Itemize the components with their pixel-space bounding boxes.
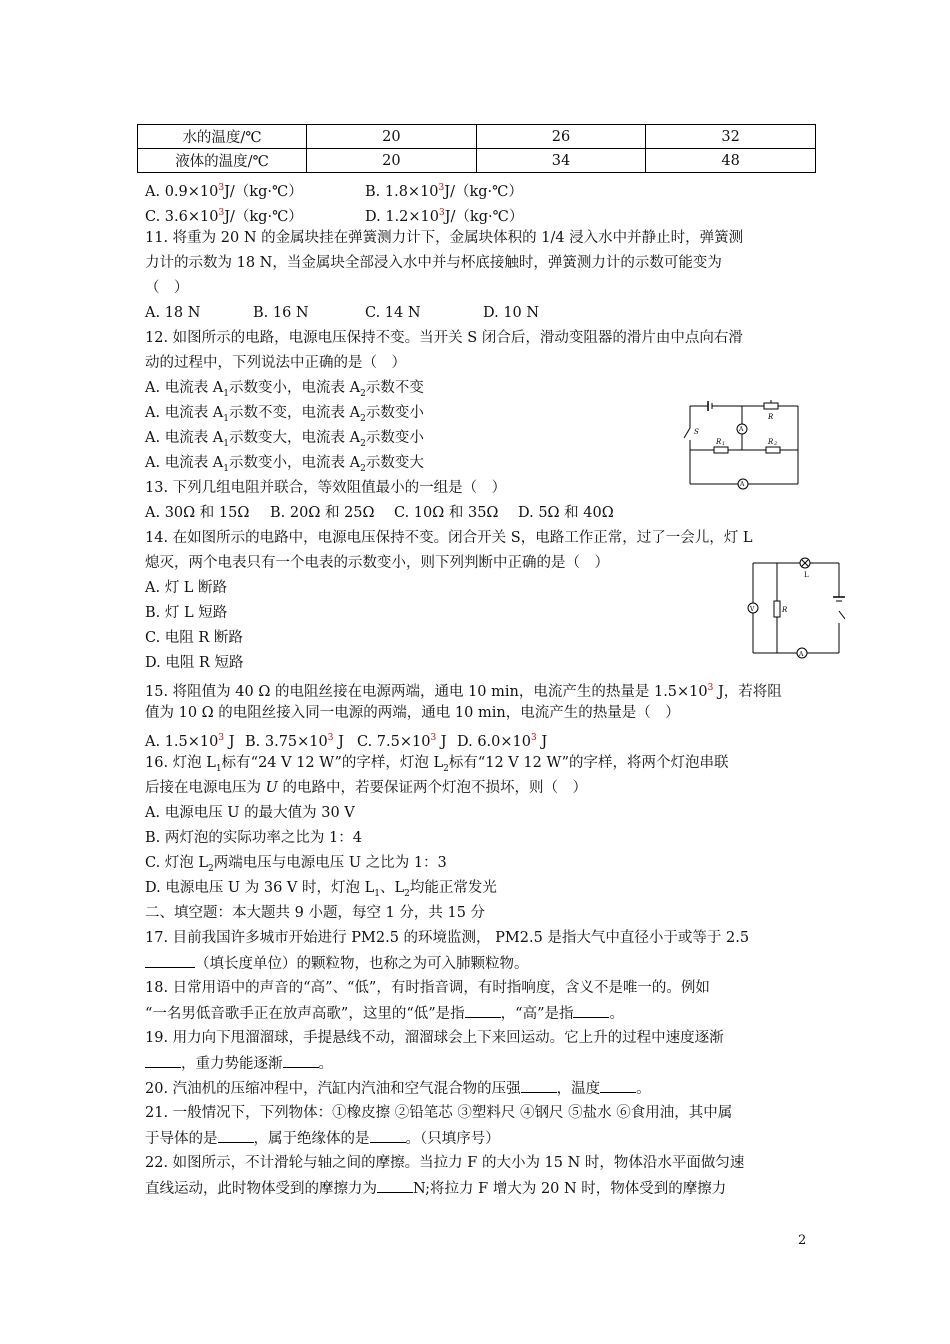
lamp-label: L	[804, 571, 809, 579]
text: C. 灯泡 L	[145, 855, 209, 871]
q11-options	[145, 303, 539, 323]
text: 。（只填序号）	[405, 1131, 500, 1147]
text: A. 电流表 A	[145, 380, 224, 396]
unit: J/（kg·℃）	[224, 183, 303, 200]
option-d: D. 1.2×10	[365, 208, 439, 225]
page-number: 2	[798, 1233, 807, 1248]
subscript: 1	[223, 438, 230, 449]
exponent: 3	[707, 683, 714, 693]
text: 示数不变	[365, 380, 424, 396]
q22-line1: 22. 如图所示，不计滑轮与轴之间的摩擦。当拉力 F 的大小为 15 N 时，物体沿水平面做匀速	[145, 1155, 745, 1171]
q17-line2	[145, 953, 529, 974]
q12-option4	[145, 453, 424, 479]
r1-subscript: 1	[722, 441, 726, 447]
table-row	[138, 125, 816, 149]
option-d: D. 6.0×10	[457, 733, 531, 750]
q16-option-a: A. 电源电压 U 的最大值为 30 V	[145, 805, 355, 821]
q16-line1	[145, 753, 729, 779]
option-b: B. 20Ω 和 25Ω	[270, 505, 375, 521]
exponent: 3	[327, 733, 334, 743]
q12-line1: 12. 如图所示的电路，电源电压保持不变。当开关 S 闭合后，滑动变阻器的滑片由中点向右滑	[145, 330, 743, 346]
text: ，“高”是指	[500, 1006, 574, 1022]
voltage-symbol: U	[265, 780, 278, 796]
exponent: 3	[439, 208, 445, 218]
option-c: C. 14 N	[365, 305, 421, 321]
answer-blank[interactable]	[465, 1003, 501, 1018]
text: 20. 汽油机的压缩冲程中，汽缸内汽油和空气混合物的压强	[145, 1081, 521, 1097]
subscript: 2	[208, 863, 214, 874]
table-cell: 34	[476, 149, 646, 173]
text: A. 电流表 A	[145, 405, 224, 421]
text: D. 电源电压 U 为 36 V 时，灯泡 L	[145, 880, 375, 896]
text: 示数变小	[365, 430, 424, 446]
q14-circuit-diagram	[745, 555, 845, 661]
q19-line1: 19. 用力向下甩溜溜球，手提悬线不动，溜溜球会上下来回运动。它上升的过程中速度逐渐	[145, 1030, 724, 1046]
text: ，重力势能逐渐	[181, 1056, 283, 1072]
q16-option-b: B. 两灯泡的实际功率之比为 1：4	[145, 830, 362, 846]
option-b: B. 1.8×10	[365, 183, 439, 200]
text: N;将拉力 F 增大为 20 N 时，物体受到的摩擦力	[413, 1181, 727, 1197]
text: 两端电压与电源电压 U 之比为 1：3	[213, 855, 447, 871]
text: “一名男低音歌手正在放声高歌”，这里的“低”是指	[145, 1006, 465, 1022]
text: 标有“12 V 12 W”的字样，将两个灯泡串联	[448, 755, 729, 771]
option-b: B. 3.75×10	[245, 733, 328, 750]
q16-line2	[145, 778, 587, 798]
q13-line1: 13. 下列几组电阻并联合，等效阻值最小的一组是（ ）	[145, 480, 507, 496]
text: （填长度单位）的颗粒物，也称之为可入肺颗粒物。	[195, 956, 529, 972]
q22-line2	[145, 1178, 726, 1199]
text: 于导体的是	[145, 1131, 218, 1147]
unit: J/（kg·℃）	[224, 208, 303, 225]
q18-line1: 18. 日常用语中的声音的“高”、“低”，有时指音调，有时指响度，含义不是唯一的。例如	[145, 980, 710, 996]
text: 15. 将阻值为 40 Ω 的电阻丝接在电源两端，通电 10 min，电流产生的热量是 1.5×10	[145, 683, 708, 700]
answer-blank[interactable]	[283, 1053, 319, 1068]
text: 标有“24 V 12 W”的字样，灯泡 L	[221, 755, 444, 771]
subscript: 1	[223, 413, 230, 424]
option-c: C. 3.6×10	[145, 208, 219, 225]
voltmeter-label: V	[750, 606, 755, 613]
answer-blank[interactable]	[521, 1078, 557, 1093]
unit: J	[536, 733, 548, 750]
exponent: 3	[218, 183, 225, 193]
q14-option-a: A. 灯 L 断路	[145, 580, 228, 596]
unit: J	[436, 733, 447, 750]
unit: J/（kg·℃）	[444, 208, 524, 225]
unit: J	[333, 733, 344, 750]
q15-line1	[145, 678, 782, 702]
q10-options-row1	[145, 178, 523, 202]
subscript: 2	[443, 763, 449, 774]
table-row	[138, 149, 816, 173]
subscript: 1	[223, 388, 230, 399]
rheostat-label: R	[768, 413, 774, 421]
option-c: C. 7.5×10	[357, 733, 431, 750]
r2-subscript: 2	[774, 441, 778, 447]
ammeter-a1-label: A	[739, 426, 744, 433]
option-a: A. 0.9×10	[145, 183, 219, 200]
table-cell: 32	[646, 125, 816, 149]
q12-line2: 动的过程中，下列说法中正确的是（ ）	[145, 355, 406, 371]
table-cell: 20	[307, 149, 477, 173]
answer-blank[interactable]	[600, 1078, 636, 1093]
table-cell: 20	[307, 125, 477, 149]
answer-blank[interactable]	[218, 1128, 254, 1143]
text: 示数变大，电流表 A	[229, 430, 361, 446]
exponent: 3	[218, 733, 225, 743]
subscript: 2	[360, 413, 366, 424]
q14-line1: 14. 在如图所示的电路中，电源电压保持不变。闭合开关 S，电路工作正常，过了一会儿，灯 L	[145, 530, 753, 546]
q16-option-c	[145, 853, 447, 879]
q11-line2: 力计的示数为 18 N，当金属块全部浸入水中并与杯底接触时，弹簧测力计的示数可能变为	[145, 255, 722, 271]
q12-option2	[145, 403, 424, 429]
table-cell: 26	[476, 125, 646, 149]
table-cell: 液体的温度/℃	[138, 149, 307, 173]
text: ，属于绝缘体的是	[253, 1131, 370, 1147]
resistor-label: R	[782, 606, 788, 614]
text: 均能正常发光	[409, 880, 497, 896]
text: 后接在电源电压为	[145, 780, 266, 796]
option-d: D. 5Ω 和 40Ω	[518, 505, 614, 521]
q15-options	[145, 728, 547, 752]
option-b: B. 16 N	[253, 305, 309, 321]
r1-label: R	[716, 438, 722, 446]
q18-line2	[145, 1003, 624, 1024]
exponent: 3	[218, 208, 225, 218]
text: J，若将阻	[713, 683, 782, 700]
q12-option3	[145, 428, 424, 454]
table-cell: 水的温度/℃	[138, 125, 307, 149]
answer-blank[interactable]	[370, 1128, 406, 1143]
option-a: A. 18 N	[145, 305, 201, 321]
q14-line2: 熄灭，两个电表只有一个电表的示数变小，则下列判断中正确的是（ ）	[145, 555, 609, 571]
text: 示数变小	[365, 405, 424, 421]
text: A. 电流表 A	[145, 455, 224, 471]
exponent: 3	[531, 733, 537, 743]
q14-option-b: B. 灯 L 短路	[145, 605, 228, 621]
q16-option-d	[145, 878, 497, 904]
q10-options-row2	[145, 203, 523, 227]
q11-line1: 11. 将重为 20 N 的金属块挂在弹簧测力计下，金属块体积的 1/4 浸入水中并静止时，弹簧测	[145, 230, 744, 246]
exponent: 3	[430, 733, 437, 743]
text: 、L	[380, 880, 405, 896]
q17-line1: 17. 目前我国许多城市开始进行 PM2.5 的环境监测， PM2.5 是指大气中直径小于或等于 2.5	[145, 930, 750, 946]
subscript: 2	[360, 463, 366, 474]
r2-label: R	[768, 438, 774, 446]
option-d: D. 10 N	[483, 305, 540, 321]
answer-blank[interactable]	[145, 1053, 181, 1068]
ammeter-a-label: A	[740, 481, 745, 488]
option-c: C. 10Ω 和 35Ω	[394, 505, 499, 521]
q15-line2: 值为 10 Ω 的电阻丝接入同一电源的两端，通电 10 min，电流产生的热量是（ ）	[145, 705, 680, 721]
subscript: 1	[374, 888, 380, 899]
ammeter-label: A	[799, 651, 804, 658]
q21-line2	[145, 1128, 500, 1149]
text: ，温度	[556, 1081, 601, 1097]
unit: J/（kg·℃）	[444, 183, 523, 200]
text: 示数变小，电流表 A	[229, 380, 361, 396]
q21-line1: 21. 一般情况下，下列物体：①橡皮擦 ②铅笔芯 ③塑料尺 ④钢尺 ⑤盐水 ⑥食用油，其中属	[145, 1105, 733, 1121]
q12-option1	[145, 378, 424, 404]
q13-options	[145, 503, 614, 523]
text: 。	[636, 1081, 651, 1097]
subscript: 1	[223, 463, 230, 474]
unit: J	[224, 733, 235, 750]
table-cell: 48	[646, 149, 816, 173]
text: 。	[318, 1056, 333, 1072]
text: 示数变大	[365, 455, 424, 471]
q14-option-c: C. 电阻 R 断路	[145, 630, 243, 646]
answer-blank[interactable]	[145, 953, 195, 968]
text: 。	[609, 1006, 624, 1022]
text: 示数变小，电流表 A	[229, 455, 361, 471]
text: 示数不变，电流表 A	[229, 405, 361, 421]
temperature-table	[137, 124, 816, 173]
option-a: A. 1.5×10	[145, 733, 219, 750]
q14-option-d: D. 电阻 R 短路	[145, 655, 244, 671]
section-heading: 二、填空题：本大题共 9 小题，每空 1 分，共 15 分	[145, 905, 486, 921]
text: 直线运动，此时物体受到的摩擦力为	[145, 1181, 377, 1197]
q11-line3: （ ）	[145, 280, 189, 296]
q19-line2	[145, 1053, 333, 1074]
subscript: 2	[404, 888, 410, 899]
q20-line	[145, 1078, 651, 1099]
answer-blank[interactable]	[573, 1003, 609, 1018]
text: 16. 灯泡 L	[145, 755, 216, 771]
exponent: 3	[438, 183, 445, 193]
option-a: A. 30Ω 和 15Ω	[145, 505, 250, 521]
subscript: 2	[360, 438, 366, 449]
q12-circuit-diagram	[680, 398, 810, 490]
subscript: 1	[215, 763, 222, 774]
subscript: 2	[360, 388, 366, 399]
switch-label: S	[694, 428, 699, 436]
answer-blank[interactable]	[377, 1178, 413, 1193]
text: A. 电流表 A	[145, 430, 224, 446]
text: 的电路中，若要保证两个灯泡不损坏，则（ ）	[277, 780, 587, 796]
